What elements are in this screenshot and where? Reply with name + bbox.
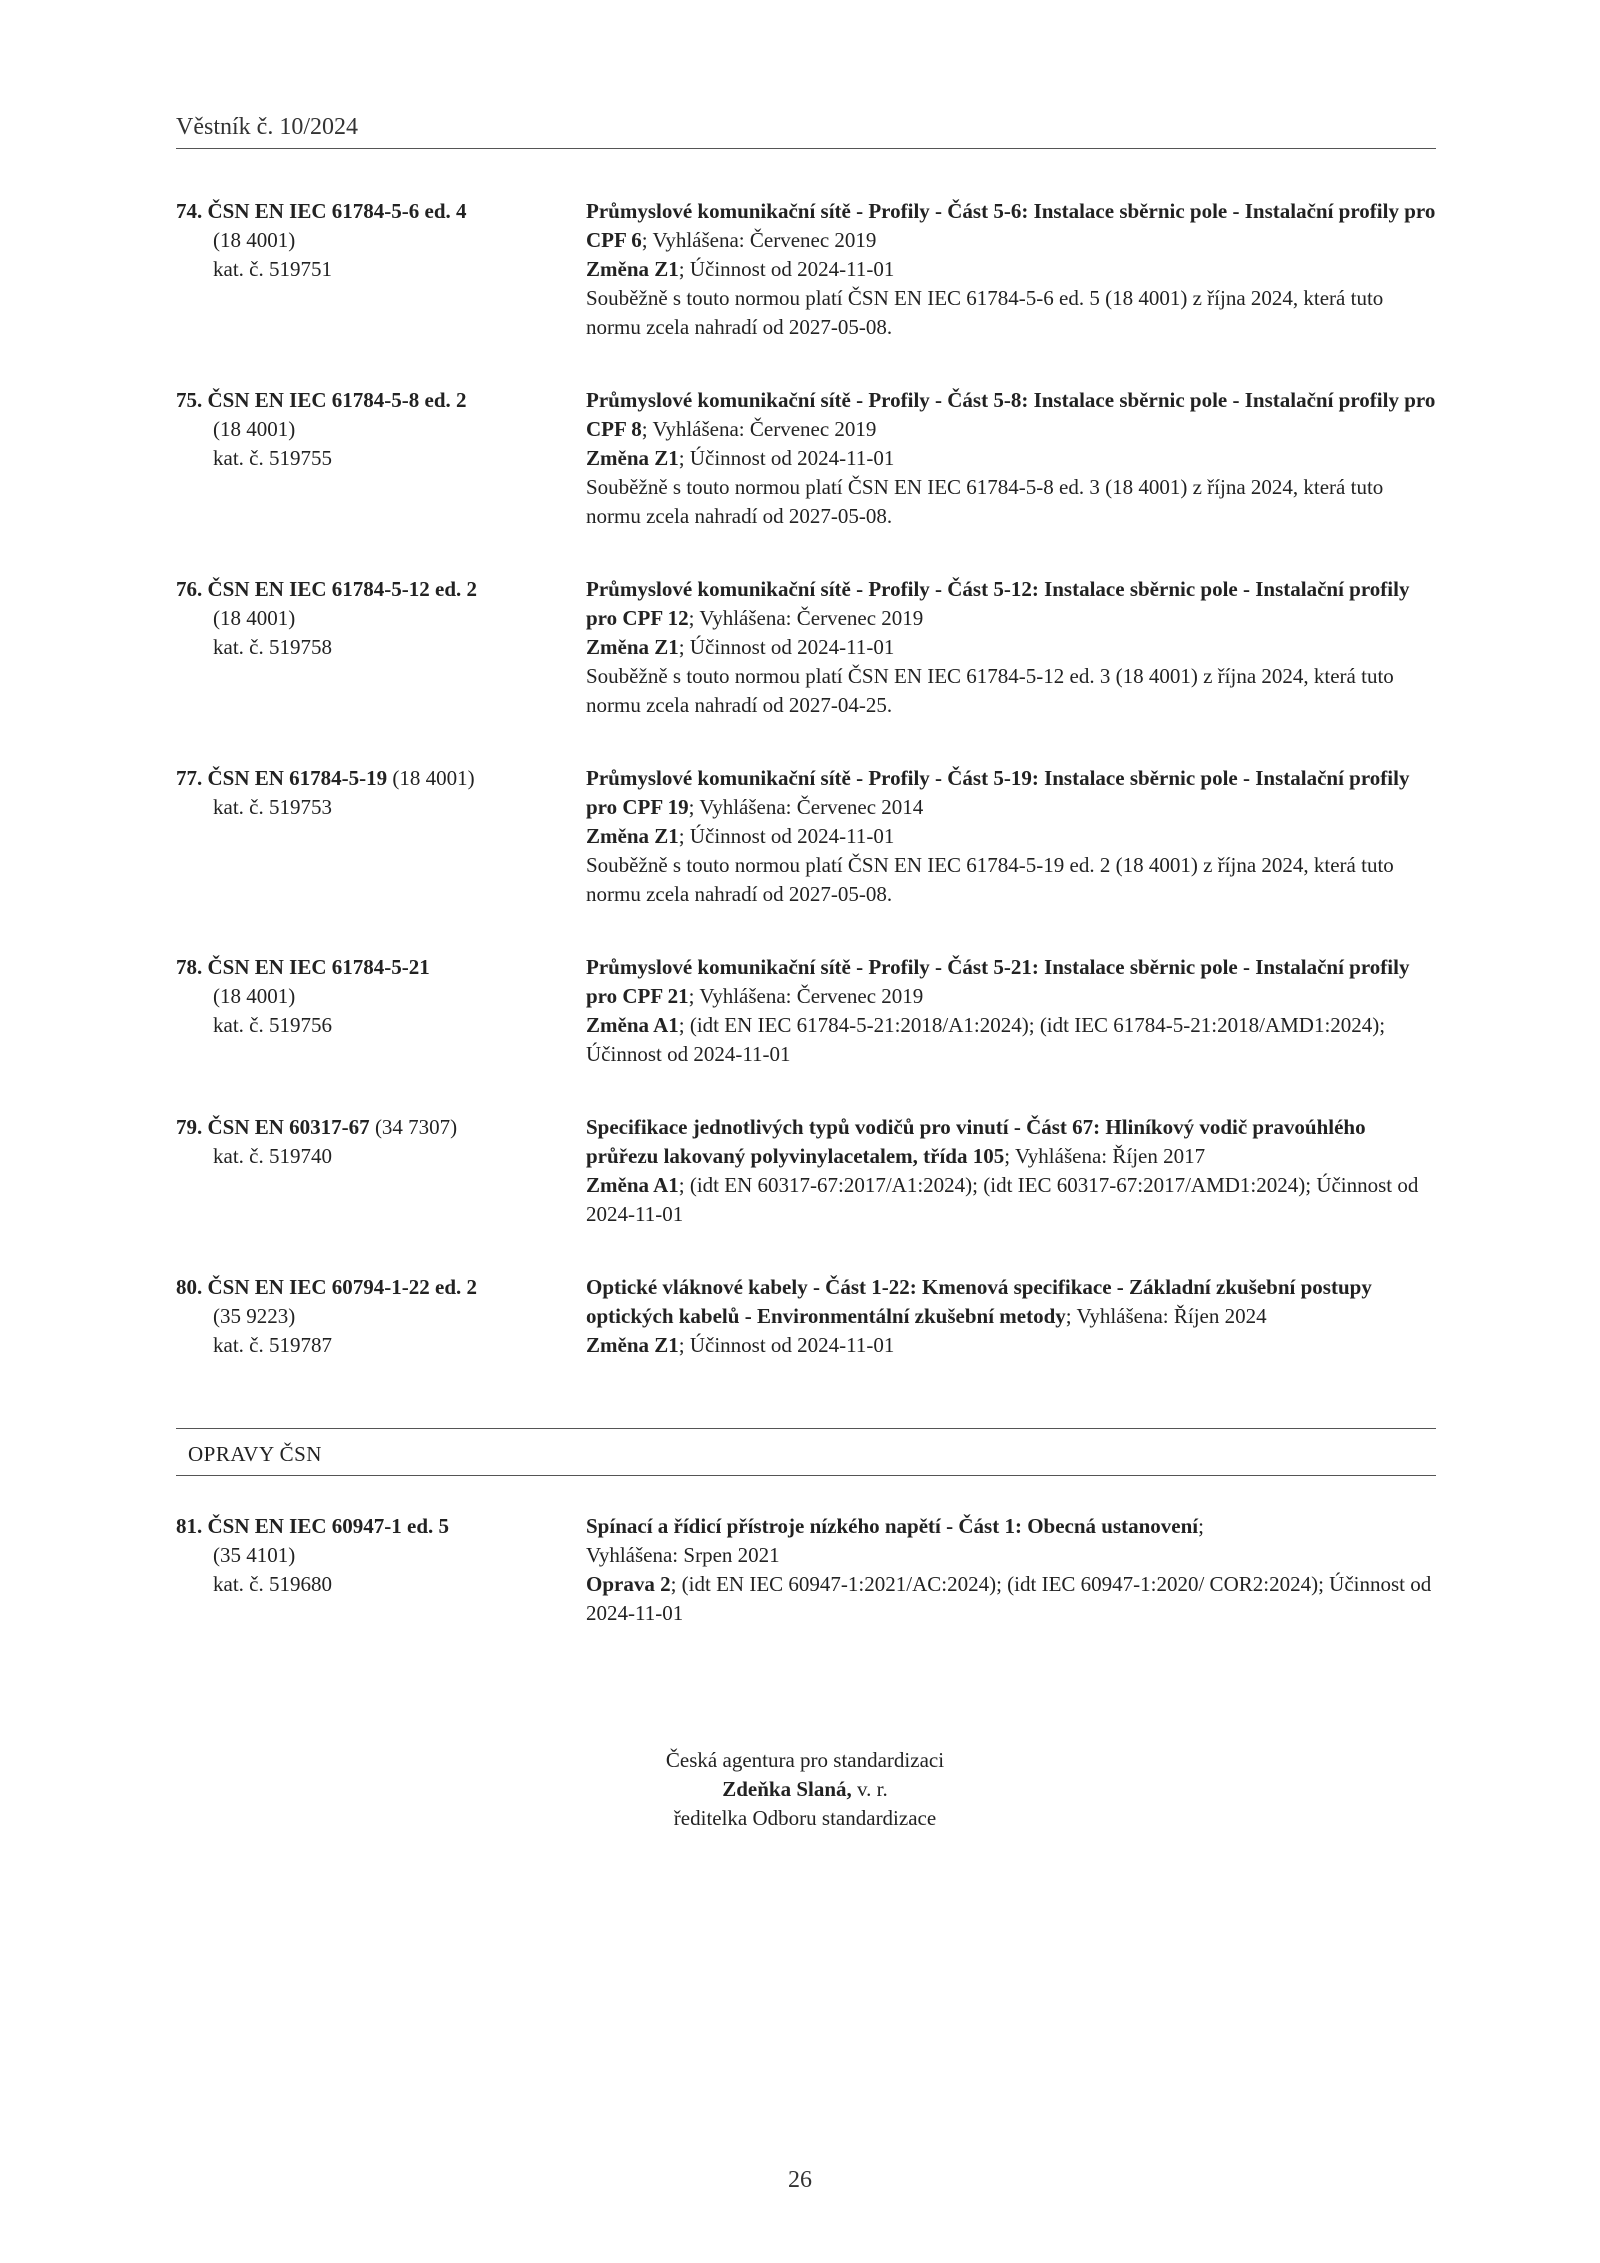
replacement-note: Souběžně s touto normou platí ČSN EN IEC 61784-5-8 ed. 3 (18 4001) z října 2024, která tuto normu zcela nahradí od 2027-05-08. (586, 475, 1384, 528)
signature-name: Zdeňka Slaná, (722, 1777, 852, 1801)
entry-identifier (176, 1512, 586, 1628)
standard-code: ČSN EN 60317-67 (207, 1115, 370, 1139)
standard-entry (176, 1273, 1436, 1360)
standard-title: Spínací a řídicí přístroje nízkého napětí - Část 1: Obecná ustanovení (586, 1514, 1199, 1538)
standard-code: ČSN EN 61784-5-19 (207, 766, 388, 790)
catalog-number: kat. č. 519753 (213, 795, 332, 819)
catalog-number: kat. č. 519758 (213, 635, 332, 659)
catalog-number: kat. č. 519787 (213, 1333, 332, 1357)
standard-code: ČSN EN IEC 61784-5-21 (207, 955, 430, 979)
entry-description (586, 197, 1436, 342)
published-date: ; Vyhlášena: Červenec 2019 (688, 984, 924, 1008)
standard-code: ČSN EN IEC 60947-1 ed. 5 (207, 1514, 450, 1538)
entry-identifier (176, 764, 586, 909)
standard-entry (176, 386, 1436, 531)
change-label: Změna Z1 (586, 1333, 679, 1357)
entry-number: 78. (176, 955, 203, 979)
catalog-number: kat. č. 519680 (213, 1572, 332, 1596)
standard-title: Průmyslové komunikační sítě - Profily - Část 5-21: Instalace sběrnic pole - Instalační profily pro CPF 21 (586, 955, 1410, 1008)
entry-identifier (176, 197, 586, 342)
published-date: ; Vyhlášena: Říjen 2024 (1065, 1304, 1267, 1328)
catalog-number: kat. č. 519756 (213, 1013, 332, 1037)
standard-title: Průmyslové komunikační sítě - Profily - Část 5-19: Instalace sběrnic pole - Instalační profily pro CPF 19 (586, 766, 1410, 819)
standard-title: Specifikace jednotlivých typů vodičů pro vinutí - Část 67: Hliníkový vodič pravoúhlého průřezu lakovaný polyvinylacetalem, třída 105 (586, 1115, 1366, 1168)
signature-organization: Česká agentura pro standardizaci (665, 1748, 945, 1772)
standards-list (176, 197, 1436, 1404)
entry-number: 75. (176, 388, 203, 412)
entry-description (586, 953, 1436, 1069)
standard-code: ČSN EN IEC 61784-5-12 ed. 2 (207, 577, 478, 601)
change-label: Změna A1 (586, 1173, 679, 1197)
change-label: Změna Z1 (586, 257, 679, 281)
section-title: OPRAVY ČSN (188, 1442, 322, 1466)
standard-code: ČSN EN IEC 60794-1-22 ed. 2 (207, 1275, 478, 1299)
standard-title: Průmyslové komunikační sítě - Profily - Část 5-6: Instalace sběrnic pole - Instalační profily pro CPF 6 (586, 199, 1436, 252)
catalog-number: kat. č. 519751 (213, 257, 332, 281)
replacement-note: Souběžně s touto normou platí ČSN EN IEC 61784-5-12 ed. 3 (18 4001) z října 2024, která tuto normu zcela nahradí od 2027-04-25. (586, 664, 1394, 717)
entry-description (586, 1273, 1436, 1360)
effective-date: ; (idt EN 60317-67:2017/A1:2024); (idt IEC 60317-67:2017/AMD1:2024); Účinnost od 2024-11-01 (586, 1173, 1419, 1226)
classification-code: (18 4001) (213, 984, 296, 1008)
replacement-note: Souběžně s touto normou platí ČSN EN IEC 61784-5-6 ed. 5 (18 4001) z října 2024, která tuto normu zcela nahradí od 2027-05-08. (586, 286, 1384, 339)
entry-number: 77. (176, 766, 203, 790)
entry-description (586, 575, 1436, 720)
standard-title: Optické vláknové kabely - Část 1-22: Kmenová specifikace - Základní zkušební postupy optických kabelů - Environmentální zkušební metody (586, 1275, 1372, 1328)
effective-date: ; (idt EN IEC 61784-5-21:2018/A1:2024); (idt IEC 61784-5-21:2018/AMD1:2024); Účinnost od 2024-11-01 (586, 1013, 1386, 1066)
classification-code: (34 7307) (369, 1115, 458, 1139)
signature-vr: v. r. (851, 1777, 888, 1801)
bulletin-title: Věstník č. 10/2024 (176, 114, 358, 140)
signature-block (0, 1746, 1600, 1833)
standard-code: ČSN EN IEC 61784-5-8 ed. 2 (207, 388, 467, 412)
page-number: 26 (788, 2167, 812, 2193)
effective-date: ; Účinnost od 2024-11-01 (678, 824, 895, 848)
published-date: ; Vyhlášena: Červenec 2019 (641, 228, 877, 252)
entry-number: 74. (176, 199, 203, 223)
standard-code: ČSN EN IEC 61784-5-6 ed. 4 (207, 199, 467, 223)
correction-entry (176, 1512, 1436, 1628)
published-date: Vyhlášena: Srpen 2021 (586, 1543, 780, 1567)
replacement-note: Souběžně s touto normou platí ČSN EN IEC 61784-5-19 ed. 2 (18 4001) z října 2024, která tuto normu zcela nahradí od 2027-05-08. (586, 853, 1394, 906)
change-label: Změna Z1 (586, 446, 679, 470)
catalog-number: kat. č. 519740 (213, 1144, 332, 1168)
entry-number: 81. (176, 1514, 203, 1538)
published-date: ; Vyhlášena: Červenec 2019 (688, 606, 924, 630)
classification-code: (18 4001) (213, 228, 296, 252)
entry-identifier (176, 575, 586, 720)
entry-identifier (176, 1113, 586, 1229)
entry-description (586, 1113, 1436, 1229)
standard-title: Průmyslové komunikační sítě - Profily - Část 5-8: Instalace sběrnic pole - Instalační profily pro CPF 8 (586, 388, 1436, 441)
published-date: ; Vyhlášena: Červenec 2014 (688, 795, 924, 819)
signature-role: ředitelka Odboru standardizace (673, 1806, 937, 1830)
effective-date: ; Účinnost od 2024-11-01 (678, 1333, 895, 1357)
published-date: ; Vyhlášena: Říjen 2017 (1004, 1144, 1206, 1168)
standard-entry (176, 1113, 1436, 1229)
entry-number: 80. (176, 1275, 203, 1299)
header-rule (176, 148, 1436, 149)
section-header (176, 1428, 1436, 1476)
change-label: Změna Z1 (586, 824, 679, 848)
corrections-list (176, 1512, 1436, 1672)
classification-code: (35 9223) (213, 1304, 296, 1328)
classification-code: (18 4001) (213, 417, 296, 441)
change-label: Změna Z1 (586, 635, 679, 659)
entry-identifier (176, 1273, 586, 1360)
change-label: Změna A1 (586, 1013, 679, 1037)
entry-description (586, 1512, 1436, 1628)
classification-code: (35 4101) (213, 1543, 296, 1567)
standard-entry (176, 953, 1436, 1069)
entry-description (586, 764, 1436, 909)
entry-number: 76. (176, 577, 203, 601)
catalog-number: kat. č. 519755 (213, 446, 332, 470)
standard-entry (176, 197, 1436, 342)
classification-code: (18 4001) (387, 766, 475, 790)
standard-entry (176, 575, 1436, 720)
entry-identifier (176, 386, 586, 531)
effective-date: ; Účinnost od 2024-11-01 (678, 635, 895, 659)
published-date: ; Vyhlášena: Červenec 2019 (641, 417, 877, 441)
entry-description (586, 386, 1436, 531)
effective-date: ; Účinnost od 2024-11-01 (678, 446, 895, 470)
entry-identifier (176, 953, 586, 1069)
entry-number: 79. (176, 1115, 203, 1139)
effective-date: ; Účinnost od 2024-11-01 (678, 257, 895, 281)
title-punctuation: ; (1198, 1514, 1204, 1538)
classification-code: (18 4001) (213, 606, 296, 630)
correction-label: Oprava 2 (586, 1572, 671, 1596)
effective-date: ; (idt EN IEC 60947-1:2021/AC:2024); (idt IEC 60947-1:2020/ COR2:2024); Účinnost od 2024-11-01 (586, 1572, 1432, 1625)
standard-entry (176, 764, 1436, 909)
page-header (176, 112, 1436, 149)
section-bottom-rule (176, 1475, 1436, 1476)
standard-title: Průmyslové komunikační sítě - Profily - Část 5-12: Instalace sběrnic pole - Instalační profily pro CPF 12 (586, 577, 1410, 630)
